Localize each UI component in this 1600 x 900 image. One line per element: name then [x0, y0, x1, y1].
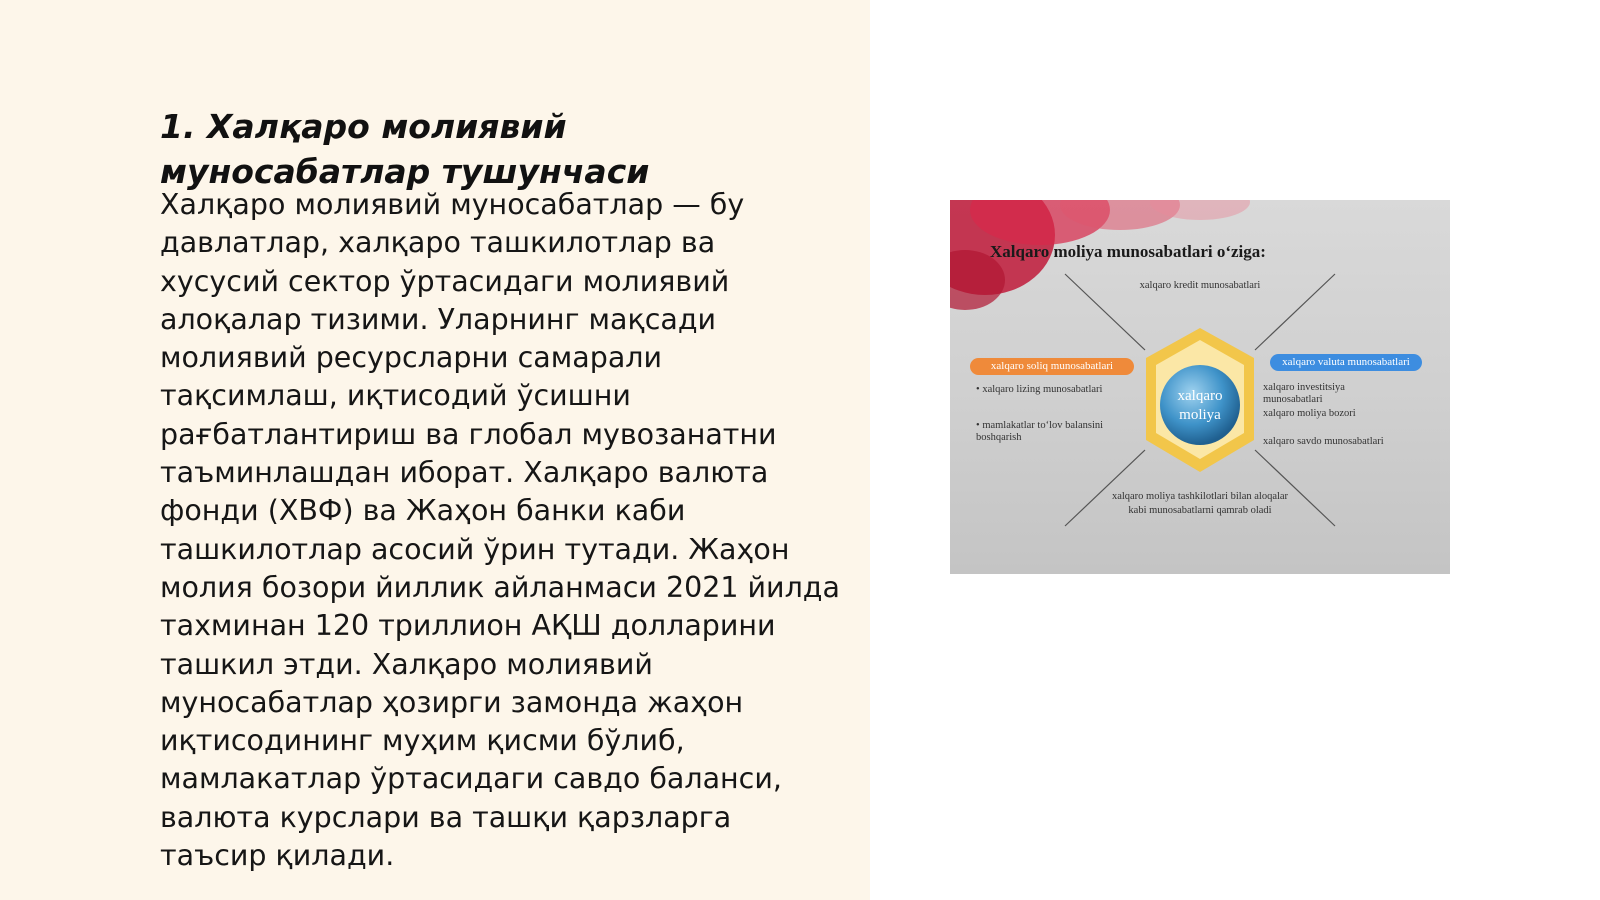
diagram-top-label: xalqaro kredit munosabatlari: [1139, 280, 1261, 291]
center-label-line1: xalqaro: [1177, 388, 1223, 404]
diagram-image: [950, 200, 1450, 574]
left-category-pill: xalqaro soliq munosabatlari: [970, 358, 1134, 375]
slide-body-text: Халқаро молиявий муносабатлар — бу давлатлар, халқаро ташкилотлар ва хусусий сектор ўртасидаги молиявий алоқалар тизими. Уларнинг мақсади молиявий ресурсларни самарали тақсимлаш, иқтисодий ўсишни рағбатлантириш ва глобал мувозанатни таъминлашдан иборат. Халқаро валюта фонди (ХВФ) ва Жаҳон банки каби ташкилотлар асосий ўрин тутади. Жаҳон молия бозори йиллик айланмаси 2021 йилда тахминан 120 триллион АҚШ долларини ташкил этди. Халқаро молиявий муносабатлар ҳозирги замонда жаҳон иқтисодининг муҳим қисми бўлиб, мамлакатлар ўртасидаги савдо баланси, валюта курслари ва ташқи қарзларга таъсир қилади.: [160, 188, 840, 873]
center-label-line2: moliya: [1179, 407, 1221, 423]
right-item-2: xalqaro moliya bozori: [1263, 408, 1356, 419]
right-category-pill: xalqaro valuta munosabatlari: [1270, 354, 1422, 371]
right-item-1: xalqaro investitsiya munosabatlari: [1263, 382, 1345, 405]
left-item-1: • xalqaro lizing munosabatlari: [976, 384, 1102, 396]
diagram-center-label: [1160, 387, 1240, 425]
diagram-title: Xalqaro moliya munosabatlari o‘ziga:: [990, 242, 1266, 261]
slide-title: 1. Халқаро молиявий муносабатлар тушунчаси: [160, 107, 650, 191]
right-item-3: xalqaro savdo munosabatlari: [1263, 436, 1384, 447]
left-item-2: • mamlakatlar to‘lov balansini boshqarish: [976, 420, 1136, 444]
diagram-bottom-label: xalqaro moliya tashkilotlari bilan aloqalar kabi munosabatlarni qamrab oladi: [1111, 491, 1289, 516]
